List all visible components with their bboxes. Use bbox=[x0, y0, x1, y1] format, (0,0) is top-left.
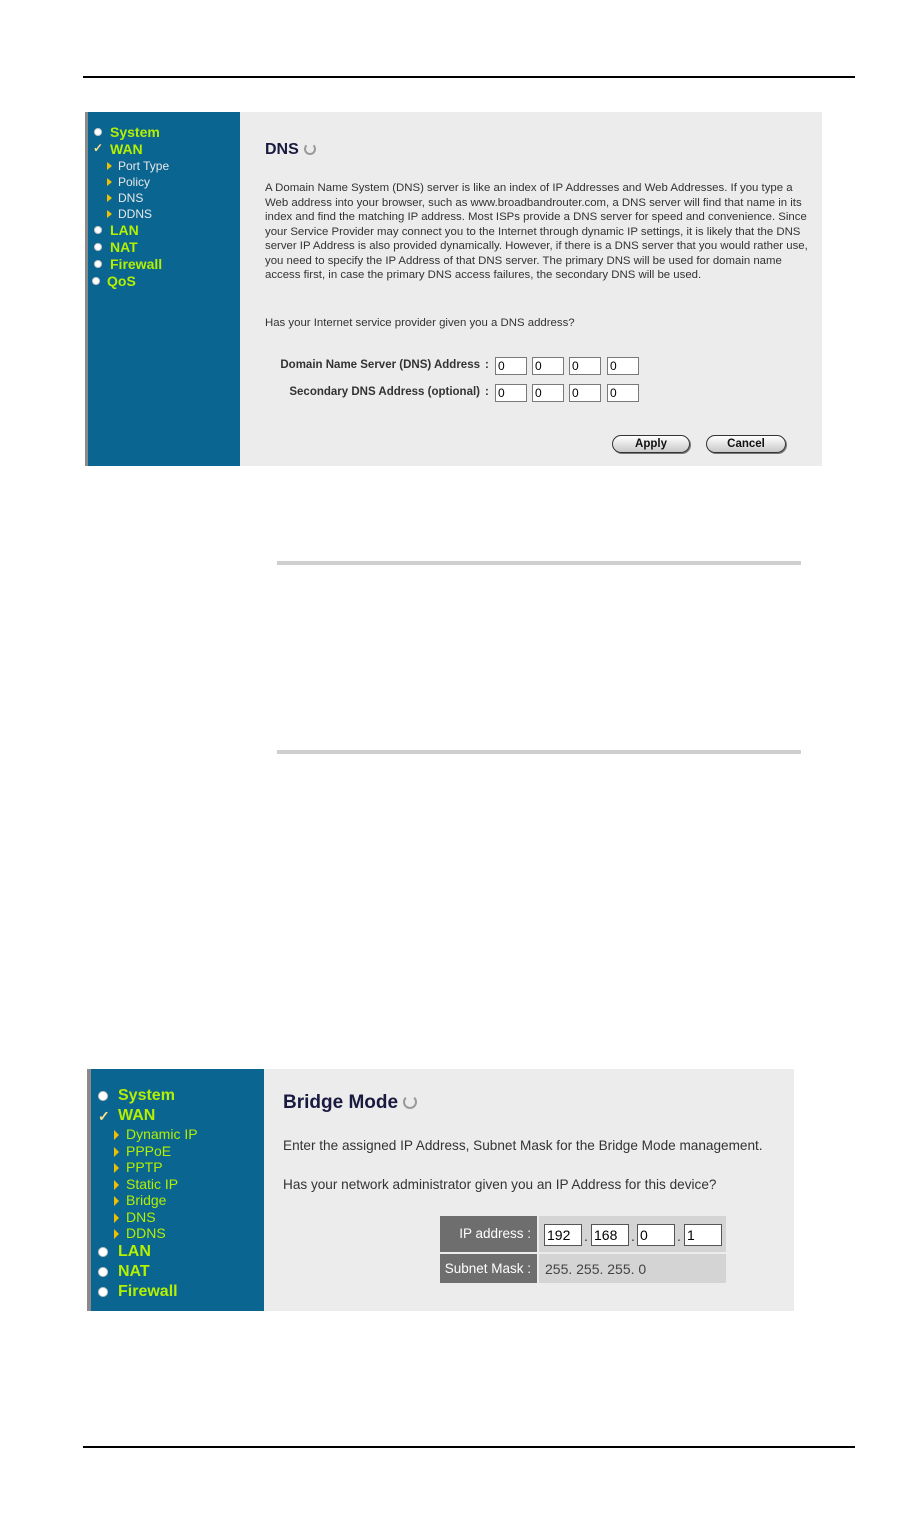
sidebar bbox=[85, 112, 240, 466]
sidebar-subitem-dynamic-ip[interactable] bbox=[97, 1126, 198, 1143]
dns-question: Has your Internet service provider given you a DNS address? bbox=[265, 317, 575, 329]
sidebar-item-label: Firewall bbox=[118, 1282, 178, 1300]
sidebar-item-system[interactable] bbox=[93, 124, 169, 141]
bullet-icon bbox=[92, 277, 100, 285]
bullet-icon bbox=[98, 1267, 108, 1277]
bullet-icon bbox=[98, 1287, 108, 1297]
ip-octet-4[interactable] bbox=[684, 1224, 722, 1246]
note-bottom-rule bbox=[277, 750, 801, 754]
sidebar-item-lan[interactable] bbox=[97, 1242, 198, 1262]
bridge-mode-screenshot bbox=[87, 1069, 794, 1311]
dns-description: A Domain Name System (DNS) server is like an index of IP Addresses and Web Addresses. If you type a Web address into your browser, such as www.broadbandrouter.com, a DNS server will find that name in its index and find the matching IP address. Most ISPs provide a DNS server for speed and convenience. Since your Service Provider may connect you to the Internet through dynamic IP settings, it is likely that the DNS server IP Address is also provided dynamically. However, if there is a DNS server that you would rather use, you need to specify the IP Address of that DNS server. The primary DNS will be used for domain name access first, in case the primary DNS access failures, the secondary DNS will be used. bbox=[265, 182, 808, 281]
colon: : bbox=[485, 359, 489, 371]
primary-dns-octet-1[interactable] bbox=[495, 357, 527, 375]
sidebar-item-system[interactable] bbox=[97, 1086, 198, 1106]
page-title bbox=[283, 1092, 417, 1114]
arrow-right-icon bbox=[107, 210, 112, 218]
page-title-text: Bridge Mode bbox=[283, 1092, 399, 1113]
ip-octet-1[interactable] bbox=[544, 1224, 582, 1246]
ip-octet-3[interactable] bbox=[637, 1224, 675, 1246]
apply-button[interactable]: Apply bbox=[612, 435, 690, 453]
arrow-right-icon bbox=[114, 1229, 119, 1239]
sidebar-item-label: Port Type bbox=[118, 159, 170, 173]
sidebar-item-nat[interactable] bbox=[93, 239, 169, 256]
sidebar-subitem-port-type[interactable] bbox=[93, 158, 169, 174]
bullet-icon bbox=[94, 226, 102, 234]
sidebar-subitem-pppoe[interactable] bbox=[97, 1143, 198, 1160]
arrow-right-icon bbox=[114, 1180, 119, 1190]
arrow-right-icon bbox=[107, 178, 112, 186]
sidebar-item-label: Bridge bbox=[126, 1192, 167, 1208]
sidebar-item-label: System bbox=[110, 124, 160, 140]
colon: : bbox=[485, 386, 489, 398]
sidebar-item-firewall[interactable] bbox=[93, 256, 169, 273]
sidebar-item-label: Firewall bbox=[110, 256, 163, 272]
arrow-right-icon bbox=[107, 194, 112, 202]
ip-settings-table bbox=[440, 1216, 726, 1283]
bullet-icon bbox=[94, 128, 102, 136]
bullet-icon bbox=[98, 1091, 108, 1101]
secondary-dns-octet-3[interactable] bbox=[569, 384, 601, 402]
sidebar-item-label: DDNS bbox=[126, 1225, 166, 1241]
sidebar-item-label: Policy bbox=[118, 175, 151, 189]
sidebar-subitem-static-ip[interactable] bbox=[97, 1176, 198, 1193]
refresh-icon bbox=[403, 1095, 417, 1109]
arrow-right-icon bbox=[114, 1147, 119, 1157]
primary-dns-label: Domain Name Server (DNS) Address bbox=[280, 359, 480, 371]
sidebar-subitem-ddns[interactable] bbox=[97, 1225, 198, 1242]
sidebar-item-lan[interactable] bbox=[93, 222, 169, 239]
bullet-icon bbox=[98, 1247, 108, 1257]
sidebar-item-label: QoS bbox=[107, 273, 136, 289]
arrow-right-icon bbox=[107, 162, 112, 170]
sidebar-item-label: System bbox=[118, 1087, 175, 1104]
sidebar-item-wan[interactable] bbox=[93, 141, 169, 158]
page-title-text: DNS bbox=[265, 141, 299, 158]
sidebar-menu bbox=[93, 124, 169, 290]
secondary-dns-octet-4[interactable] bbox=[607, 384, 639, 402]
page-title bbox=[265, 141, 316, 159]
header-rule bbox=[83, 76, 855, 78]
footer-rule bbox=[83, 1446, 855, 1448]
sidebar-menu bbox=[97, 1086, 198, 1302]
arrow-right-icon bbox=[114, 1213, 119, 1223]
primary-dns-octet-2[interactable] bbox=[532, 357, 564, 375]
dns-settings-screenshot bbox=[85, 112, 822, 466]
bridge-question: Has your network administrator given you an IP Address for this device? bbox=[283, 1177, 717, 1192]
ip-address-cell bbox=[539, 1216, 726, 1252]
sidebar-edge bbox=[87, 1069, 91, 1311]
sidebar-subitem-pptp[interactable] bbox=[97, 1159, 198, 1176]
sidebar-item-label: LAN bbox=[110, 222, 139, 238]
check-icon: ✓ bbox=[98, 1108, 110, 1124]
bullet-icon bbox=[94, 243, 102, 251]
arrow-right-icon bbox=[114, 1196, 119, 1206]
ip-octet-2[interactable] bbox=[591, 1224, 629, 1246]
sidebar-subitem-dns[interactable] bbox=[93, 190, 169, 206]
dot: . bbox=[677, 1228, 681, 1244]
check-icon: ✓ bbox=[93, 141, 104, 155]
sidebar-edge bbox=[85, 112, 88, 466]
sidebar-subitem-policy[interactable] bbox=[93, 174, 169, 190]
dot: . bbox=[631, 1228, 635, 1244]
secondary-dns-row bbox=[235, 383, 480, 403]
secondary-dns-octet-1[interactable] bbox=[495, 384, 527, 402]
refresh-icon bbox=[304, 143, 316, 155]
sidebar-item-label: WAN bbox=[110, 141, 143, 157]
cancel-button[interactable]: Cancel bbox=[706, 435, 786, 453]
subnet-mask-label: Subnet Mask : bbox=[440, 1254, 537, 1283]
bullet-icon bbox=[94, 260, 102, 268]
sidebar-item-firewall[interactable] bbox=[97, 1282, 198, 1302]
sidebar-subitem-dns[interactable] bbox=[97, 1209, 198, 1226]
sidebar-item-label: WAN bbox=[118, 1107, 156, 1124]
bridge-description: Enter the assigned IP Address, Subnet Mask for the Bridge Mode management. bbox=[283, 1138, 763, 1153]
dot: . bbox=[584, 1228, 588, 1244]
sidebar-item-label: Static IP bbox=[126, 1175, 179, 1192]
sidebar-subitem-ddns[interactable] bbox=[93, 206, 169, 222]
secondary-dns-label: Secondary DNS Address (optional) bbox=[289, 386, 480, 398]
sidebar-item-label: PPTP bbox=[126, 1159, 163, 1175]
sidebar-item-label: DDNS bbox=[118, 207, 153, 221]
sidebar-item-label: PPPoE bbox=[126, 1142, 172, 1159]
sidebar-item-label: NAT bbox=[118, 1262, 150, 1280]
sidebar-item-nat[interactable] bbox=[97, 1262, 198, 1282]
sidebar-item-label: Dynamic IP bbox=[126, 1126, 198, 1142]
sidebar-item-wan[interactable] bbox=[97, 1106, 198, 1126]
primary-dns-octet-3[interactable] bbox=[569, 357, 601, 375]
subnet-mask-cell bbox=[539, 1254, 726, 1283]
sidebar-item-label: LAN bbox=[118, 1242, 151, 1260]
subnet-mask-value: 255. 255. 255. 0 bbox=[545, 1261, 647, 1277]
sidebar-item-label: DNS bbox=[126, 1208, 156, 1225]
ip-address-label: IP address : bbox=[440, 1216, 537, 1252]
sidebar-subitem-bridge[interactable] bbox=[97, 1192, 198, 1209]
sidebar bbox=[87, 1069, 264, 1311]
secondary-dns-octet-2[interactable] bbox=[532, 384, 564, 402]
note-top-rule bbox=[277, 561, 801, 565]
primary-dns-octet-4[interactable] bbox=[607, 357, 639, 375]
arrow-right-icon bbox=[114, 1130, 119, 1140]
sidebar-item-qos[interactable] bbox=[93, 273, 169, 290]
arrow-right-icon bbox=[114, 1163, 119, 1173]
primary-dns-row bbox=[235, 356, 480, 376]
sidebar-item-label: DNS bbox=[118, 191, 144, 205]
sidebar-item-label: NAT bbox=[110, 239, 138, 255]
